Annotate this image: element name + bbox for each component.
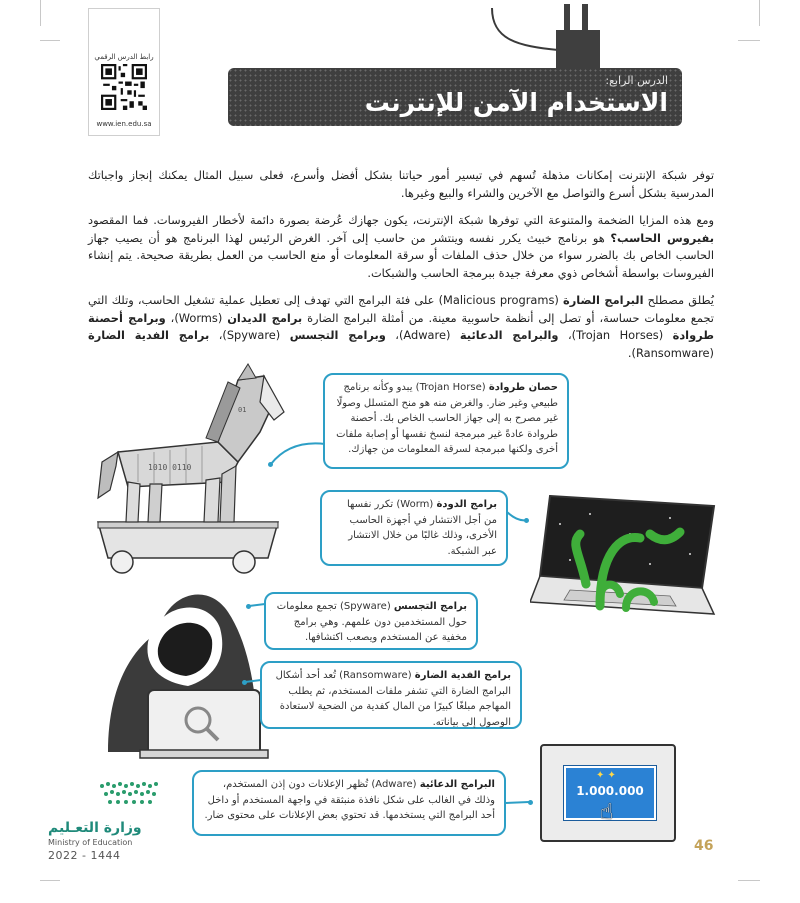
bold-term: وبرامج أحصنة طروادة xyxy=(88,310,714,342)
paragraph-text: (Worms)، xyxy=(165,310,228,325)
connector-dot xyxy=(524,518,529,523)
bold-term: البرامج الضارة xyxy=(562,293,644,307)
callout-worm xyxy=(320,490,508,566)
callout-term: حصان طروادة xyxy=(488,382,558,393)
page-title: الاستخدام الآمن للإنترنت xyxy=(364,88,668,117)
crop-mark xyxy=(40,0,41,26)
bold-term: برامج الفدية الضارة xyxy=(88,328,210,342)
adware-monitor-illustration xyxy=(540,744,676,842)
connector-line xyxy=(270,440,326,466)
ministry-name-arabic: وزارة التعـليم xyxy=(48,820,142,836)
page-number: 46 xyxy=(694,838,714,854)
qr-label: رابط الدرس الرقمي xyxy=(94,53,154,61)
bold-term: برامج الديدان xyxy=(227,310,303,325)
callout-term: البرامج الدعائية xyxy=(419,779,495,790)
paragraph-text: توفر شبكة الإنترنت إمكانات مذهلة تُسهم في تيسير أمور حياتنا بشكل أفضل وأسرع، فعلى سبيل المثال يمكنك إنجاز واجباتك المدرسية بشكل أسرع والتواصل مع الآخرين والشراء والبيع وغيرها. xyxy=(88,168,714,200)
connector-line xyxy=(504,798,530,808)
academic-year: 2022 - 1444 xyxy=(48,849,121,862)
ministry-name-english: Ministry of Education xyxy=(48,838,133,847)
svg-text:01: 01 xyxy=(238,406,247,414)
lesson-title-banner xyxy=(228,68,682,126)
bold-term: بفيروس الحاسب؟ xyxy=(610,230,714,245)
qr-code-icon xyxy=(101,64,147,110)
crop-mark xyxy=(40,880,60,881)
paragraph-text: هو برنامج خبيث يكرر نفسه وينتشر من حاسب إلى آخر. الغرض الرئيس لهذا البرنامج هو أن يصيب جهاز الحاسب الخاص بك بالضرر سواء من خلال حذف الملفات أو سرقة المعلومات أو منع الحاسب من العمل بطريقة صحيحة. يتم إنشاء الفيروسات بواسطة أشخاص ذوي معرفة جيدة ببرمجة الحاسب والشبكات. xyxy=(88,230,714,280)
paragraph-malware xyxy=(88,292,714,362)
callout-trojan-horse xyxy=(323,373,569,469)
callout-text: (Worm) تكرر نفسها من أجل الانتشار في أجهزة الحاسب الأخرى، وذلك غالبًا من خلال الانتشار عبر الشبكة. xyxy=(346,499,497,557)
trojan-horse-illustration xyxy=(88,362,288,582)
callout-term: برامج التجسس xyxy=(393,601,467,612)
hand-cursor-icon: ☝ xyxy=(600,800,614,825)
crop-mark xyxy=(40,40,60,41)
paragraph-text: (Malicious programs) على فئة البرامج التي تهدف إلى تعطيل عملية تشغيل الحاسب، وتلك التي تجمع معلومات حساسة، أو تصل إلى أنظمة حاسوبية معينة. من أمثلة البرامج الضارة xyxy=(88,293,714,325)
callout-term: برامج الدودة xyxy=(436,499,497,510)
callout-text: (Ransomware) تُعد أحد أشكال البرامج الضارة التي تشفر ملفات المستخدم، ثم يطلب المهاجم مبلغًا كبيرًا من المال كفدية من الضحية لاستعادة الوصول إلى بياناته. xyxy=(275,670,511,728)
paragraph-text: (Adware)، xyxy=(385,328,460,342)
svg-text:1010 0110: 1010 0110 xyxy=(148,463,192,472)
crop-mark xyxy=(759,0,760,26)
callout-text: (Trojan Horse) يبدو وكأنه برنامج طبيعي وغير ضار. والغرض منه هو منح المتسلل وصولًا غير مصرح به إلى جهاز الحاسب الخاص بك. أحصنة طروادة عادةً غير مبرمجة لنسخ نفسها أو إصابة ملفات أخرى ولكنها مبرمجة لسرقة المعلومات من جهازك. xyxy=(336,382,558,455)
bold-term: وبرامج التجسس xyxy=(289,328,386,342)
qr-code-box[interactable] xyxy=(88,8,160,136)
callout-term: برامج الفدية الضارة xyxy=(414,670,511,681)
paragraph-text: (Trojan Horses)، xyxy=(558,328,673,342)
paragraph-virus xyxy=(88,212,714,282)
crop-mark xyxy=(738,40,760,41)
ad-amount: 1.000.000 xyxy=(576,784,644,798)
crop-mark xyxy=(738,880,760,881)
callout-text: (Spyware) تجمع معلومات حول المستخدمين دون علمهم. وهي برامج مخفية عن المستخدم ويصعب اكتشافها. xyxy=(276,601,467,643)
qr-url: www.ien.edu.sa xyxy=(96,120,152,128)
callout-spyware xyxy=(264,592,478,650)
ministry-logo-icon xyxy=(48,778,168,818)
callout-adware xyxy=(192,770,506,836)
laptop-worms-illustration xyxy=(530,494,716,618)
paragraph-text: يُطلق مصطلح xyxy=(643,293,714,307)
callout-ransomware xyxy=(260,661,522,729)
paragraph-text: (Spyware)، xyxy=(209,328,290,342)
callout-text: (Adware) تُظهر الإعلانات دون إذن المستخدم، وذلك في الغالب على شكل نافذة منبثقة في واجهة المستخدم أو داخل أحد البرامج التي يستخدمها. قد تحتوي بعض الإعلانات على محتوى ضار. xyxy=(204,779,495,821)
paragraph-text: ومع هذه المزايا الضخمة والمتنوعة التي توفرها شبكة الإنترنت، يكون جهازك عُرضة بصورة دائمة لأخطار الفيروسات. فما المقصود xyxy=(88,213,714,227)
cable-plug-illustration xyxy=(488,0,608,72)
paragraph-intro xyxy=(88,167,714,202)
bold-term: والبرامج الدعائية xyxy=(459,328,559,342)
paragraph-text: (Ransomware). xyxy=(627,345,714,360)
star-icon: ✦ ✦ xyxy=(596,770,616,781)
lesson-number: الدرس الرابع: xyxy=(605,74,668,87)
